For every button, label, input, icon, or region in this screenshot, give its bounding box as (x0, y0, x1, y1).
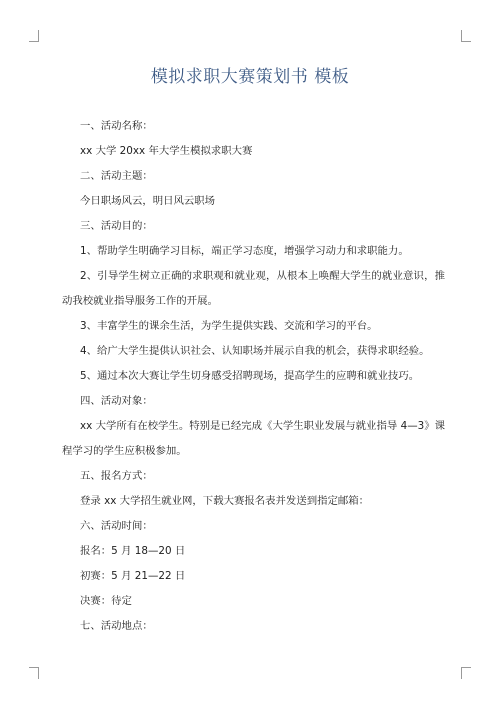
top-right-crop-mark (461, 30, 471, 42)
bottom-left-crop-mark (29, 667, 39, 679)
document-body (62, 114, 445, 639)
section-heading-activity-theme: 二、活动主题： (80, 170, 153, 182)
time-final: 决赛：待定 (80, 595, 132, 607)
purpose-item-5: 5、通过本次大赛让学生切身感受招聘现场，提高学生的应聘和就业技巧。 (80, 370, 420, 382)
time-preliminary: 初赛：5 月 21—22 日 (80, 570, 186, 582)
section-heading-activity-location: 七、活动地点： (80, 620, 153, 632)
top-left-crop-mark (29, 30, 39, 42)
section-heading-activity-target: 四、活动对象： (80, 395, 153, 407)
purpose-item-2: 2、引导学生树立正确的求职观和就业观，从根本上唤醒大学生的就业意识，推动我校就业指导服务工作的开展。 (62, 270, 445, 307)
activity-theme-text: 今日职场风云，明日风云职场 (80, 195, 216, 207)
section-heading-activity-name: 一、活动名称： (80, 120, 153, 132)
purpose-item-4: 4、给广大学生提供认识社会、认知职场并展示自我的机会，获得求职经验。 (80, 345, 430, 357)
registration-text: 登录 xx 大学招生就业网，下载大赛报名表并发送到指定邮箱： (80, 495, 370, 507)
section-heading-activity-time: 六、活动时间： (80, 520, 153, 532)
section-heading-activity-purpose: 三、活动目的： (80, 220, 153, 232)
document-title: 模拟求职大赛策划书 模板 (150, 67, 350, 87)
time-registration: 报名：5 月 18—20 日 (80, 545, 186, 557)
purpose-item-3: 3、丰富学生的课余生活，为学生提供实践、交流和学习的平台。 (80, 320, 378, 332)
bottom-right-crop-mark (461, 667, 471, 679)
activity-name-text: xx 大学 20xx 年大学生模拟求职大赛 (80, 145, 253, 157)
purpose-item-1: 1、帮助学生明确学习目标，端正学习态度，增强学习动力和求职能力。 (80, 245, 409, 257)
section-heading-registration: 五、报名方式： (80, 470, 153, 482)
activity-target-text: xx 大学所有在校学生。特别是已经完成《大学生职业发展与就业指导 4—3》课程学习的学生应积极参加。 (62, 420, 445, 457)
